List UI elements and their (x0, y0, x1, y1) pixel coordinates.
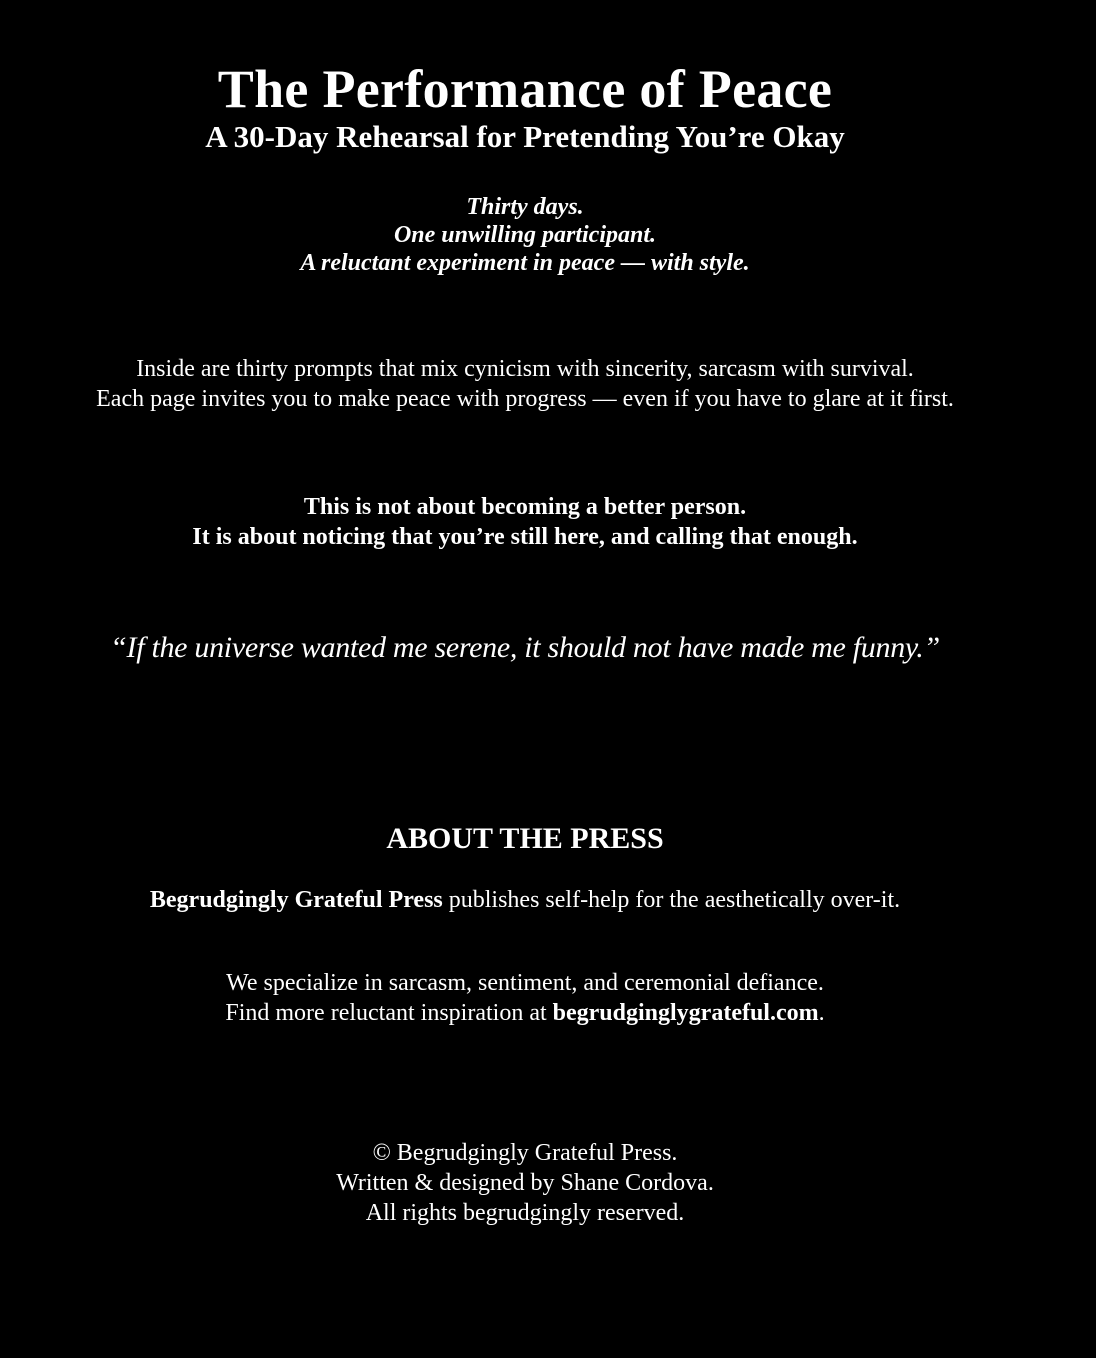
website-link[interactable]: begrudginglygrateful.com (552, 1000, 819, 1026)
press-description: publishes self-help for the aesthetically over-it. (442, 887, 901, 913)
footer-line: © Begrudgingly Grateful Press. (372, 1140, 678, 1166)
press-name: Begrudgingly Grateful Press (149, 887, 443, 913)
intro-paragraph (0, 354, 1050, 414)
pull-quote: “If the universe wanted me serene, it should not have made me funny.” (110, 631, 940, 664)
tagline-block (0, 193, 1050, 277)
statement-line: It is about noticing that you’re still here, and calling that enough. (192, 524, 858, 550)
copyright-footer (0, 1138, 1050, 1228)
book-subtitle: A 30-Day Rehearsal for Pretending You’re Okay (205, 119, 845, 154)
about-specialize-block (0, 968, 1050, 1028)
tagline-line: Thirty days. (466, 194, 584, 220)
statement-line: This is not about becoming a better person. (303, 494, 747, 520)
tagline-line: A reluctant experiment in peace — with style. (300, 250, 750, 276)
specialize-line: We specialize in sarcasm, sentiment, and ceremonial defiance. (226, 970, 824, 996)
about-description (0, 884, 1050, 916)
statement-paragraph (0, 492, 1050, 552)
find-more-prefix: Find more reluctant inspiration at (225, 1000, 553, 1026)
footer-line: Written & designed by Shane Cordova. (336, 1170, 714, 1196)
book-title: The Performance of Peace (217, 59, 833, 119)
find-more-line (0, 998, 1050, 1028)
about-heading: ABOUT THE PRESS (386, 822, 664, 855)
intro-line: Inside are thirty prompts that mix cynicism with sincerity, sarcasm with survival. (136, 356, 914, 382)
find-more-suffix: . (818, 1000, 825, 1026)
footer-line: All rights begrudgingly reserved. (365, 1200, 685, 1226)
intro-line: Each page invites you to make peace with progress — even if you have to glare at it first. (96, 386, 954, 412)
tagline-line: One unwilling participant. (393, 222, 657, 248)
